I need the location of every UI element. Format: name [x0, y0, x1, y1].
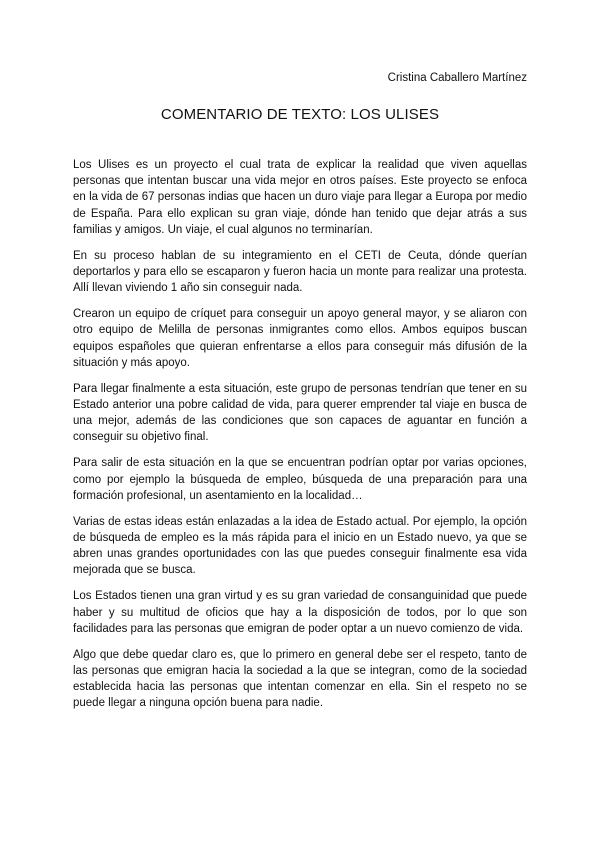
paragraph: Algo que debe quedar claro es, que lo primero en general debe ser el respeto, tanto de las personas que emigran hacia la sociedad a la que se integran, como de la sociedad establecida hacia las personas que intentan comenzar en ella. Sin el respeto no se puede llegar a ninguna opción buena para nadie. [73, 648, 527, 710]
paragraph: Para llegar finalmente a esta situación, este grupo de personas tendrían que tener en su Estado anterior una pobre calidad de vida, para querer emprender tal viaje en busca de una mejor, además de las condiciones que son capaces de aguantar en función a conseguir su objetivo final. [73, 382, 527, 444]
document-body [73, 157, 527, 721]
paragraph: Varias de estas ideas están enlazadas a la idea de Estado actual. Por ejemplo, la opción de búsqueda de empleo es la más rápida para el inicio en un Estado nuevo, ya que se abren unas grandes oportunidades con las que puedes conseguir finalmente esa vida mejorada que se busca. [73, 515, 527, 577]
paragraph: Los Ulises es un proyecto el cual trata de explicar la realidad que viven aquellas personas que intentan buscar una vida mejor en otros países. Este proyecto se enfoca en la vida de 67 personas indias que hacen un duro viaje para llegar a Europa por medio de España. Para ello explican su gran viaje, dónde han tenido que dejar atrás a sus familias y amigos. Un viaje, el cual algunos no terminarían. [73, 159, 527, 236]
paragraph: Los Estados tienen una gran virtud y es su gran variedad de consanguinidad que puede haber y su multitud de oficios que hay a la disposición de todos, por lo que son facilidades para las personas que emigran de poder optar a un nuevo comienzo de vida. [73, 590, 527, 635]
document-title: COMENTARIO DE TEXTO: LOS ULISES [160, 106, 440, 123]
author-name: Cristina Caballero Martínez [387, 72, 527, 84]
paragraph: Para salir de esta situación en la que se encuentran podrían optar por varias opciones, como por ejemplo la búsqueda de empleo, búsqueda de una preparación para una formación profesional, un asentamiento en la localidad… [73, 457, 527, 502]
paragraph: Crearon un equipo de críquet para conseguir un apoyo general mayor, y se aliaron con otro equipo de Melilla de personas inmigrantes como ellos. Ambos equipos buscan equipos españoles que quieran enfrentarse a ellos para conseguir más difusión de la situación y más apoyo. [73, 308, 527, 369]
paragraph: En su proceso hablan de su integramiento en el CETI de Ceuta, dónde querían deportarlos y para ello se escaparon y fueron hacia un monte para realizar una protesta. Allí llevan viviendo 1 año sin conseguir nada. [73, 249, 527, 295]
